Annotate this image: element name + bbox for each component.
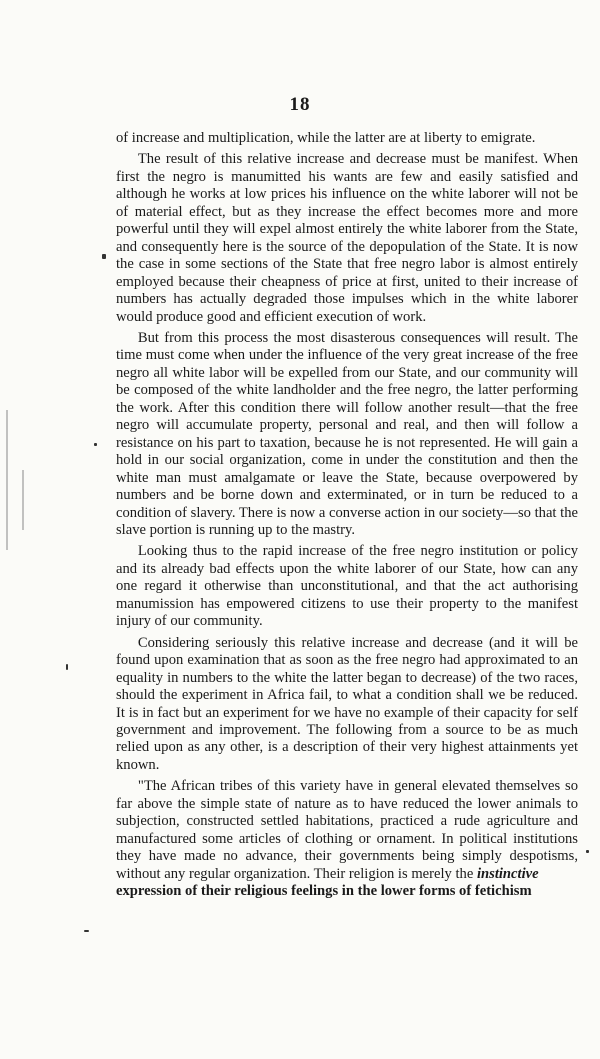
- emphasized-word: instinctive: [476, 865, 539, 882]
- paragraph: The result of this relative increase and decrease must be manifest. When first the negro is manumitted his wants are few and easily satisfied and although he works at low prices his influence on the white laborer will not be of material effect, but as they increase the effect becomes more and more powerful until they will expel almost entirely the white laborer from the State, and consequently here is the source of the depopulation of the State. It is now the case in some sections of the State that free negro labor is almost entirely employed because their cheapness of price at first, united to their increase of numbers has actually degraded those impulses which in the white laborer would produce good and efficient execution of work.: [116, 151, 578, 325]
- margin-speck: [102, 254, 106, 259]
- paragraph-continued: of increase and multiplication, while the latter are at liberty to emigrate.: [116, 130, 536, 146]
- paragraph: Looking thus to the rapid increase of the free negro institution or policy and its already bad effects upon the white laborer of our State, how can any one regard it otherwise than unconstitutional, and that the act authorising manumission has empowered citizens to use their property to the manifest injury of our community.: [116, 543, 578, 630]
- paragraph: Considering seriously this relative increase and decrease (and it will be found upon examination that as soon as the free negro had approximated to an equality in numbers to the white the latter began to decrease) of the two races, should the experiment in Africa fail, to what a condition shall we be reduced. It is in fact but an experiment for we have no example of their capacity for self government and improvement. The following from a source to be as much relied upon as any other, is a description of their very highest attainments yet known.: [116, 634, 578, 773]
- margin-speck: [84, 930, 89, 932]
- page-number: 18: [289, 94, 311, 115]
- margin-speck: [94, 443, 97, 446]
- closing-line: expression of their religious feelings in the lower forms of fetichism: [116, 883, 532, 900]
- margin-speck: [586, 850, 589, 853]
- body-text: [116, 130, 578, 900]
- quotation-paragraph: [116, 778, 578, 883]
- margin-speck: [66, 664, 68, 670]
- binding-edge-mark: [6, 410, 8, 550]
- quotation-text: "The African tribes of this variety have in general elevated themselves so far above the simple state of nature as to have reduced the lower animals to subjection, constructed settled habitations, practiced a rude agriculture and manufactured some articles of clothing or ornament. In political institutions they have made no advance, their governments being simply despotisms, without any regular organization. Their religion is merely the: [116, 778, 578, 882]
- paragraph: But from this process the most disasterous consequences will result. The time must come when under the influence of the very great increase of the free negro all white labor will be expelled from our State, and our community will be composed of the white landholder and the free negro, the latter performing the work. After this condition there will follow another result—that the free negro will accumulate property, personal and real, and then will follow a resistance on his part to taxation, because he is not represented. He will gain a hold in our social organization, come in under the constitution and then the white man must amalgamate or leave the State, because overpowered by numbers and be borne down and exterminated, or in turn be reduced to a condition of slavery. There is now a converse action in our society—so that the slave portion is running up to the mastry.: [116, 329, 578, 538]
- binding-edge-mark: [22, 470, 24, 530]
